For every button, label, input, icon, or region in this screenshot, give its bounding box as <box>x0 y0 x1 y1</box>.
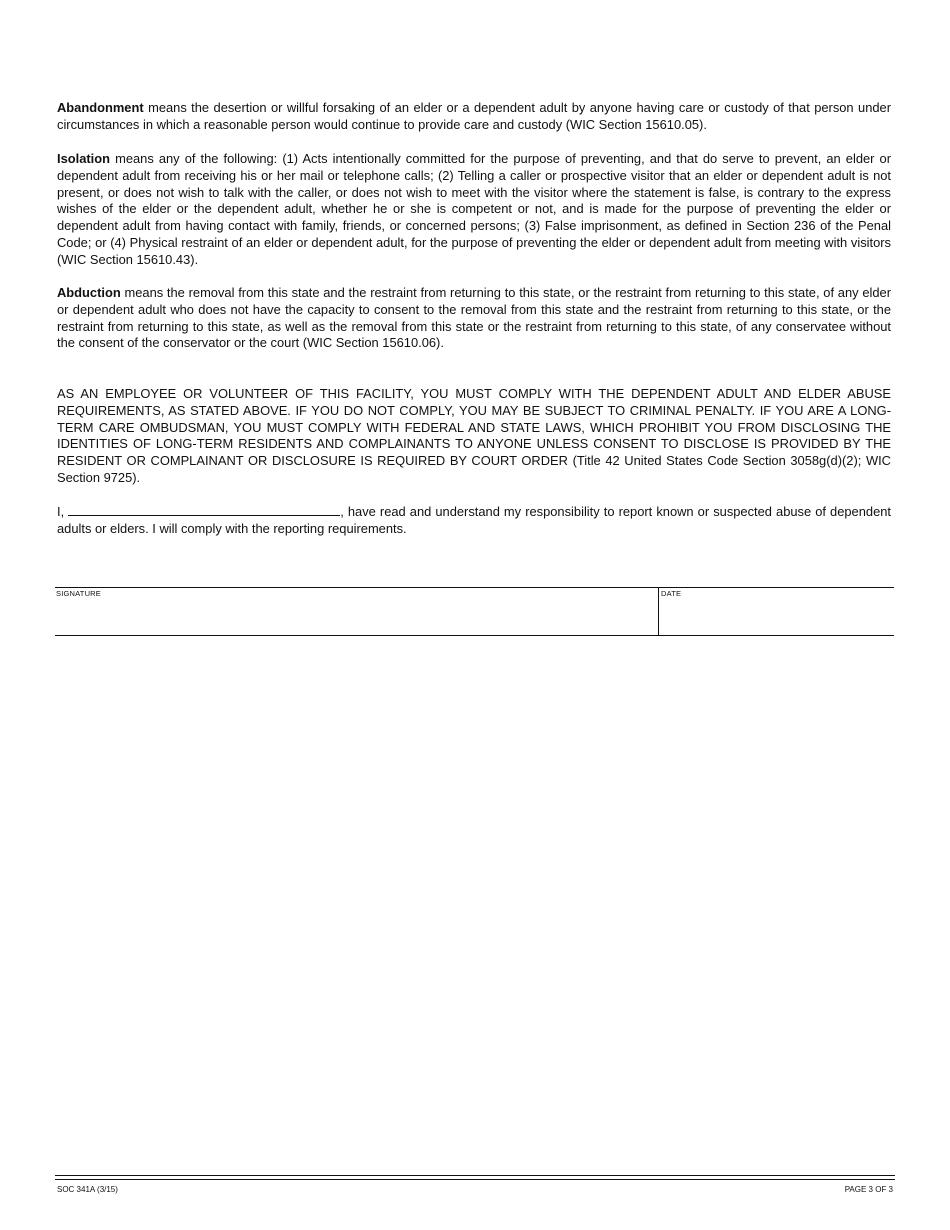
acknowledgment-statement <box>57 503 891 538</box>
abduction-text: means the removal from this state and the restraint from returning to this state, or the restraint from returning to this state, of any elder or dependent adult who does not have the capacity to consent to the removal from this state and the restraint from returning to this state, or the restraint from returning to this state, as well as the removal from this state or the restraint from returning to this state, of any conservatee without the consent of the conservator or the court (WIC Section 15610.06). <box>57 285 891 351</box>
name-blank-field[interactable] <box>68 503 340 516</box>
acknowledgment-prefix: I, <box>57 504 69 519</box>
abandonment-text: means the desertion or willful forsaking of an elder or a dependent adult by anyone having care or custody of that person under circumstances in which a reasonable person would continue to provide care and custody (WIC Section 15610.05). <box>57 100 891 132</box>
signature-label: SIGNATURE <box>56 589 101 598</box>
signature-field[interactable] <box>55 588 658 635</box>
isolation-term: Isolation <box>57 151 110 166</box>
abandonment-term: Abandonment <box>57 100 144 115</box>
date-label: DATE <box>661 589 682 598</box>
page-number: PAGE 3 OF 3 <box>844 1185 893 1194</box>
acknowledgment-suffix: , have read and understand my responsibility to report known or suspected abuse of dependent adults or elders. I will comply with the reporting requirements. <box>57 504 891 536</box>
footer-rule-top <box>55 1175 895 1176</box>
date-field[interactable] <box>659 588 894 635</box>
footer-rule-bottom <box>55 1179 895 1180</box>
compliance-notice: AS AN EMPLOYEE OR VOLUNTEER OF THIS FACILITY, YOU MUST COMPLY WITH THE DEPENDENT ADULT AND ELDER ABUSE REQUIREMENTS, AS STATED ABOVE. IF YOU DO NOT COMPLY, YOU MAY BE SUBJECT TO CRIMINAL PENALTY. IF YOU ARE A LONG-TERM CARE OMBUDSMAN, YOU MUST COMPLY WITH FEDERAL AND STATE LAWS, WHICH PROHIBIT YOU FROM DISCLOSING THE IDENTITIES OF LONG-TERM RESIDENTS AND COMPLAINANTS TO ANYONE UNLESS CONSENT TO DISCLOSE IS PROVIDED BY THE RESIDENT OR COMPLAINANT OR DISCLOSURE IS REQUIRED BY COURT ORDER (Title 42 United States Code Section 3058g(d)(2); WIC Section 9725). <box>57 386 891 485</box>
signature-block <box>55 587 894 636</box>
isolation-definition <box>57 151 891 269</box>
form-id: SOC 341A (3/15) <box>57 1185 118 1194</box>
abduction-term: Abduction <box>57 285 121 300</box>
abduction-definition <box>57 285 891 352</box>
abandonment-definition <box>57 100 891 134</box>
isolation-text: means any of the following: (1) Acts intentionally committed for the purpose of preventing, and that do serve to prevent, an elder or dependent adult from receiving his or her mail or telephone calls; (2) Telling a caller or prospective visitor that an elder or dependent adult is not present, or does not wish to talk with the caller, or does not wish to meet with the visitor where the statement is false, is contrary to the express wishes of the elder or the dependent adult, whether he or she is competent or not, and is made for the purpose of preventing the elder or dependent adult from having contact with family, friends, or concerned persons; (3) False imprisonment, as defined in Section 236 of the Penal Code; or (4) Physical restraint of an elder or dependent adult, for the purpose of preventing the elder or dependent adult from meeting with visitors (WIC Section 15610.43). <box>57 151 891 267</box>
